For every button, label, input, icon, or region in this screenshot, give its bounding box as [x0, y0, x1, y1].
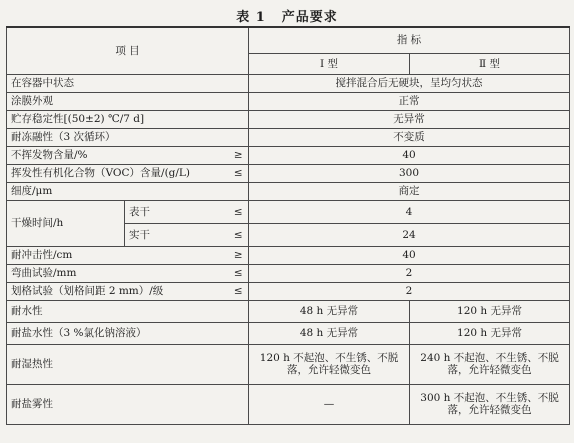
row-label: 耐盐水性（3 %氯化钠溶液）: [7, 322, 249, 344]
row-label: 耐冻融性（3 次循环）: [7, 128, 249, 146]
table-row: [7, 300, 570, 322]
table-row: [7, 128, 570, 146]
row-value: 不变质: [249, 128, 570, 146]
type-1-value: 120 h 不起泡、不生锈、不脱落，允许轻微变色: [249, 344, 410, 384]
table-row: [7, 322, 570, 344]
table-row: [7, 164, 570, 182]
row-value: 2: [249, 264, 570, 282]
comparison-symbol: ≤: [229, 282, 249, 300]
comparison-symbol: ≤: [229, 264, 249, 282]
table-row: [7, 282, 570, 300]
row-value: 300: [249, 164, 570, 182]
table-row: [7, 74, 570, 92]
type-1-value: 48 h 无异常: [249, 300, 410, 322]
type-2-value: 300 h 不起泡、不生锈、不脱落，允许轻微变色: [410, 384, 570, 424]
row-label: 在容器中状态: [7, 74, 249, 92]
table-row: [7, 92, 570, 110]
sub-row-label: 表干: [125, 200, 229, 223]
table-row: [7, 344, 570, 384]
type-2-value: 240 h 不起泡、不生锈、不脱落，允许轻微变色: [410, 344, 570, 384]
row-label: 干燥时间/h: [7, 200, 125, 246]
type-1-value: 48 h 无异常: [249, 322, 410, 344]
row-label: 细度/μm: [7, 182, 249, 200]
row-label: 贮存稳定性[(50±2) ℃/7 d]: [7, 110, 249, 128]
header-row: [7, 27, 570, 53]
comparison-symbol: ≤: [229, 200, 249, 223]
row-label: 弯曲试验/mm: [7, 264, 229, 282]
type-2-value: 120 h 无异常: [410, 322, 570, 344]
row-label: 涂膜外观: [7, 92, 249, 110]
table-number: 表 1: [236, 10, 266, 25]
row-value: 商定: [249, 182, 570, 200]
row-label: 耐冲击性/cm: [7, 246, 229, 264]
header-type-2: Ⅱ 型: [410, 53, 570, 74]
table-caption: [0, 6, 574, 25]
row-label: 划格试验（划格间距 2 mm）/级: [7, 282, 229, 300]
table-row: [7, 146, 570, 164]
comparison-symbol: ≥: [229, 146, 249, 164]
table-row: [7, 182, 570, 200]
row-value: 2: [249, 282, 570, 300]
header-type-1: Ⅰ 型: [249, 53, 410, 74]
type-1-value: —: [249, 384, 410, 424]
sub-row-label: 实干: [125, 223, 229, 246]
row-label: 耐盐雾性: [7, 384, 249, 424]
table-row: [7, 384, 570, 424]
row-label: 耐湿热性: [7, 344, 249, 384]
row-value: 24: [249, 223, 570, 246]
row-value: 正常: [249, 92, 570, 110]
table-row: [7, 264, 570, 282]
header-indicator: 指 标: [249, 27, 570, 53]
table-row: [7, 110, 570, 128]
table-title: 产品要求: [281, 10, 338, 25]
row-label: 不挥发物含量/%: [7, 146, 229, 164]
comparison-symbol: ≤: [229, 164, 249, 182]
product-requirements-table: [6, 26, 570, 425]
header-item: 项 目: [7, 27, 249, 74]
type-2-value: 120 h 无异常: [410, 300, 570, 322]
row-value: 40: [249, 146, 570, 164]
table-row: [7, 246, 570, 264]
comparison-symbol: ≤: [229, 223, 249, 246]
comparison-symbol: ≥: [229, 246, 249, 264]
row-label: 耐水性: [7, 300, 249, 322]
row-value: 无异常: [249, 110, 570, 128]
row-value: 40: [249, 246, 570, 264]
row-value: 4: [249, 200, 570, 223]
row-value: 搅拌混合后无硬块，呈均匀状态: [249, 74, 570, 92]
table-row: [7, 200, 570, 223]
row-label: 挥发性有机化合物（VOC）含量/(g/L): [7, 164, 229, 182]
